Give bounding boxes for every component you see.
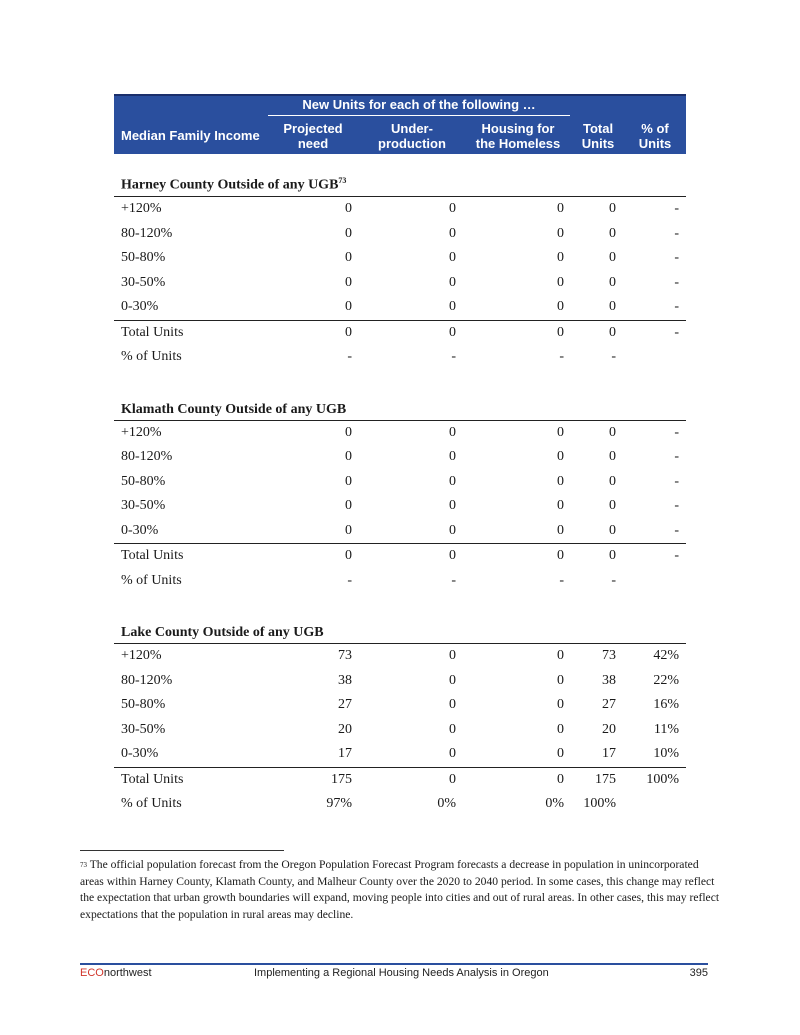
pct-units-row: [114, 345, 686, 370]
row-label: 0-30%: [114, 295, 266, 320]
income-row: [114, 519, 686, 544]
income-row: [114, 445, 686, 470]
cell-value: 0: [449, 274, 456, 290]
row-label: 0-30%: [114, 742, 266, 767]
cell-value: 0: [464, 295, 572, 320]
cell-value: 0: [609, 225, 617, 241]
cell-value: 27: [602, 697, 617, 713]
cell-value: 0: [449, 449, 456, 465]
cell-value: -: [559, 349, 565, 365]
cell-value: -: [674, 201, 680, 217]
header-underproduction: Under- production: [360, 118, 464, 154]
cell-value: 0: [557, 274, 565, 290]
cell-value: 0: [557, 324, 565, 340]
cell-value: -: [674, 424, 680, 440]
housing-needs-table-container: [114, 94, 686, 817]
cell-value: 0: [464, 742, 572, 767]
footnote-rule: [80, 850, 284, 851]
income-row: [114, 470, 686, 495]
row-label: % of Units: [121, 572, 182, 588]
cell-value: 0: [345, 449, 352, 465]
row-label: % of Units: [121, 796, 182, 812]
page-number: 395: [689, 967, 708, 979]
footnote-ref: 73: [338, 176, 347, 186]
income-row: [114, 742, 686, 767]
income-row: [114, 669, 686, 694]
row-label: 50-80%: [121, 697, 166, 713]
table-header: [114, 94, 686, 154]
footnote-text: The official population forecast from the Oregon Population Forecast Program forecasts a decrease in population in unincorporated areas within Harney County, Klamath County, and Malheur County over the 2020 to 2040 period. In some cases, this change may reflect the expectation that urban growth boundaries will expand, moving people into cities and out of rural areas. In other cases, this may reflect expectations that the population in rural areas may decline.: [80, 858, 720, 921]
row-label: 50-80%: [121, 473, 166, 489]
cell-value: 0: [449, 498, 456, 514]
cell-value: 0: [345, 324, 352, 340]
cell-value: -: [674, 324, 680, 340]
cell-value: [624, 345, 686, 370]
cell-value: 20: [602, 721, 617, 737]
section-spacer: [114, 593, 686, 615]
cell-value: 0: [557, 721, 565, 737]
total-units-row: [114, 320, 686, 345]
pct-units-row: [114, 569, 686, 594]
cell-value: 0: [345, 201, 352, 217]
cell-value: 0: [345, 225, 352, 241]
cell-value: 0: [345, 250, 352, 266]
income-row: [114, 295, 686, 320]
cell-value: 16%: [653, 697, 680, 713]
cell-value: 0%: [545, 796, 565, 812]
cell-value: 0: [449, 672, 456, 688]
cell-value: 0: [345, 548, 352, 564]
table-top-rule: [114, 94, 686, 96]
header-total-units: Total Units: [572, 118, 624, 154]
cell-value: 73: [602, 648, 617, 664]
footnote: [80, 857, 720, 923]
cell-value: 0: [360, 519, 464, 544]
cell-value: -: [347, 349, 352, 365]
income-row: [114, 718, 686, 743]
income-row: [114, 494, 686, 519]
row-label: Total Units: [121, 548, 184, 564]
row-label: 50-80%: [121, 250, 166, 266]
brand-logo-text: ECOnorthwest: [80, 967, 152, 979]
header-median-family-income: Median Family Income: [114, 94, 266, 154]
cell-value: 0: [609, 449, 617, 465]
income-row: [114, 420, 686, 445]
cell-value: 0: [449, 473, 456, 489]
cell-value: -: [674, 498, 680, 514]
cell-value: -: [674, 250, 680, 266]
cell-value: 100%: [583, 796, 617, 812]
housing-needs-table: [114, 94, 686, 817]
row-label: 0-30%: [114, 519, 266, 544]
cell-value: 0: [449, 324, 456, 340]
cell-value: 0: [449, 225, 456, 241]
cell-value: [624, 792, 686, 817]
row-label: % of Units: [121, 349, 182, 365]
row-label: Total Units: [121, 324, 184, 340]
cell-value: -: [451, 572, 456, 588]
cell-value: 0: [345, 424, 352, 440]
row-label: +120%: [121, 424, 162, 440]
header-pct-units: % of Units: [624, 118, 686, 154]
cell-value: 175: [331, 771, 352, 787]
section-spacer: [114, 370, 686, 392]
cell-value: 0: [266, 295, 360, 320]
cell-value: 0: [609, 548, 617, 564]
section-title: Harney County Outside of any UGB$^{73}$: [114, 168, 686, 197]
cell-value: 0: [449, 424, 456, 440]
document-title: Implementing a Regional Housing Needs Analysis in Oregon: [254, 967, 549, 979]
cell-value: 0: [609, 424, 617, 440]
row-label: 30-50%: [121, 274, 166, 290]
cell-value: 20: [338, 721, 352, 737]
cell-value: -: [559, 572, 565, 588]
row-label: 30-50%: [121, 498, 166, 514]
cell-value: 0: [557, 648, 565, 664]
header-housing-homeless: Housing for the Homeless: [464, 118, 572, 154]
section-spacer: [114, 154, 686, 168]
cell-value: 0: [345, 274, 352, 290]
row-label: 80-120%: [121, 672, 173, 688]
cell-value: 0: [345, 473, 352, 489]
cell-value: 0: [557, 697, 565, 713]
cell-value: 97%: [326, 796, 352, 812]
cell-value: 0: [360, 295, 464, 320]
cell-value: 0: [449, 201, 456, 217]
cell-value: 0: [572, 295, 624, 320]
cell-value: -: [674, 473, 680, 489]
cell-value: 0: [557, 771, 565, 787]
cell-value: 0: [345, 498, 352, 514]
cell-value: 0: [557, 548, 565, 564]
table-body: [114, 154, 686, 817]
cell-value: -: [451, 349, 456, 365]
cell-value: 0: [572, 519, 624, 544]
income-row: [114, 197, 686, 222]
cell-value: 0: [449, 697, 456, 713]
cell-value: 0: [557, 225, 565, 241]
section-title-row: [114, 168, 686, 197]
cell-value: -: [611, 349, 617, 365]
cell-value: 17: [266, 742, 360, 767]
total-units-row: [114, 544, 686, 569]
footnote-number: 73: [80, 861, 87, 869]
section-title-row: [114, 615, 686, 644]
cell-value: -: [611, 572, 617, 588]
cell-value: 0: [609, 250, 617, 266]
cell-value: 0: [449, 771, 456, 787]
cell-value: -: [674, 225, 680, 241]
cell-value: 17: [572, 742, 624, 767]
cell-value: -: [674, 449, 680, 465]
cell-value: 0: [609, 274, 617, 290]
footer-rule: [80, 963, 708, 965]
cell-value: 0: [464, 519, 572, 544]
cell-value: 0: [557, 449, 565, 465]
income-row: [114, 693, 686, 718]
cell-value: 0: [266, 519, 360, 544]
cell-value: 0: [449, 721, 456, 737]
cell-value: 0: [557, 498, 565, 514]
cell-value: 27: [338, 697, 352, 713]
pct-units-row: [114, 792, 686, 817]
cell-value: 175: [595, 771, 617, 787]
cell-value: 11%: [653, 721, 680, 737]
cell-value: 0%: [437, 796, 456, 812]
header-group-title: New Units for each of the following …: [266, 94, 572, 118]
income-row: [114, 644, 686, 669]
income-row: [114, 246, 686, 271]
cell-value: 42%: [653, 648, 680, 664]
cell-value: 0: [557, 473, 565, 489]
row-label: Total Units: [121, 771, 184, 787]
cell-value: 0: [609, 201, 617, 217]
cell-value: -: [674, 274, 680, 290]
cell-value: 0: [557, 201, 565, 217]
cell-value: 0: [360, 742, 464, 767]
income-row: [114, 271, 686, 296]
header-projected-need: Projected need: [266, 118, 360, 154]
cell-value: [624, 569, 686, 594]
cell-value: 0: [557, 424, 565, 440]
row-label: 80-120%: [121, 225, 173, 241]
row-label: 80-120%: [121, 449, 173, 465]
cell-value: 0: [449, 548, 456, 564]
cell-value: 10%: [624, 742, 686, 767]
row-label: 30-50%: [121, 721, 166, 737]
cell-value: 100%: [646, 771, 680, 787]
row-label: +120%: [121, 201, 162, 217]
cell-value: -: [624, 295, 686, 320]
row-label: +120%: [121, 648, 162, 664]
cell-value: 73: [338, 648, 352, 664]
cell-value: 38: [338, 672, 352, 688]
cell-value: 0: [557, 672, 565, 688]
total-units-row: [114, 767, 686, 792]
cell-value: 0: [449, 250, 456, 266]
cell-value: -: [624, 519, 686, 544]
section-title-row: [114, 392, 686, 421]
cell-value: 0: [609, 473, 617, 489]
section-title: Klamath County Outside of any UGB: [114, 392, 686, 421]
cell-value: -: [674, 548, 680, 564]
cell-value: 0: [557, 250, 565, 266]
cell-value: -: [347, 572, 352, 588]
cell-value: 22%: [653, 672, 680, 688]
section-title: Lake County Outside of any UGB: [114, 615, 686, 644]
cell-value: 0: [609, 498, 617, 514]
cell-value: 38: [602, 672, 617, 688]
cell-value: 0: [609, 324, 617, 340]
cell-value: 0: [449, 648, 456, 664]
income-row: [114, 222, 686, 247]
